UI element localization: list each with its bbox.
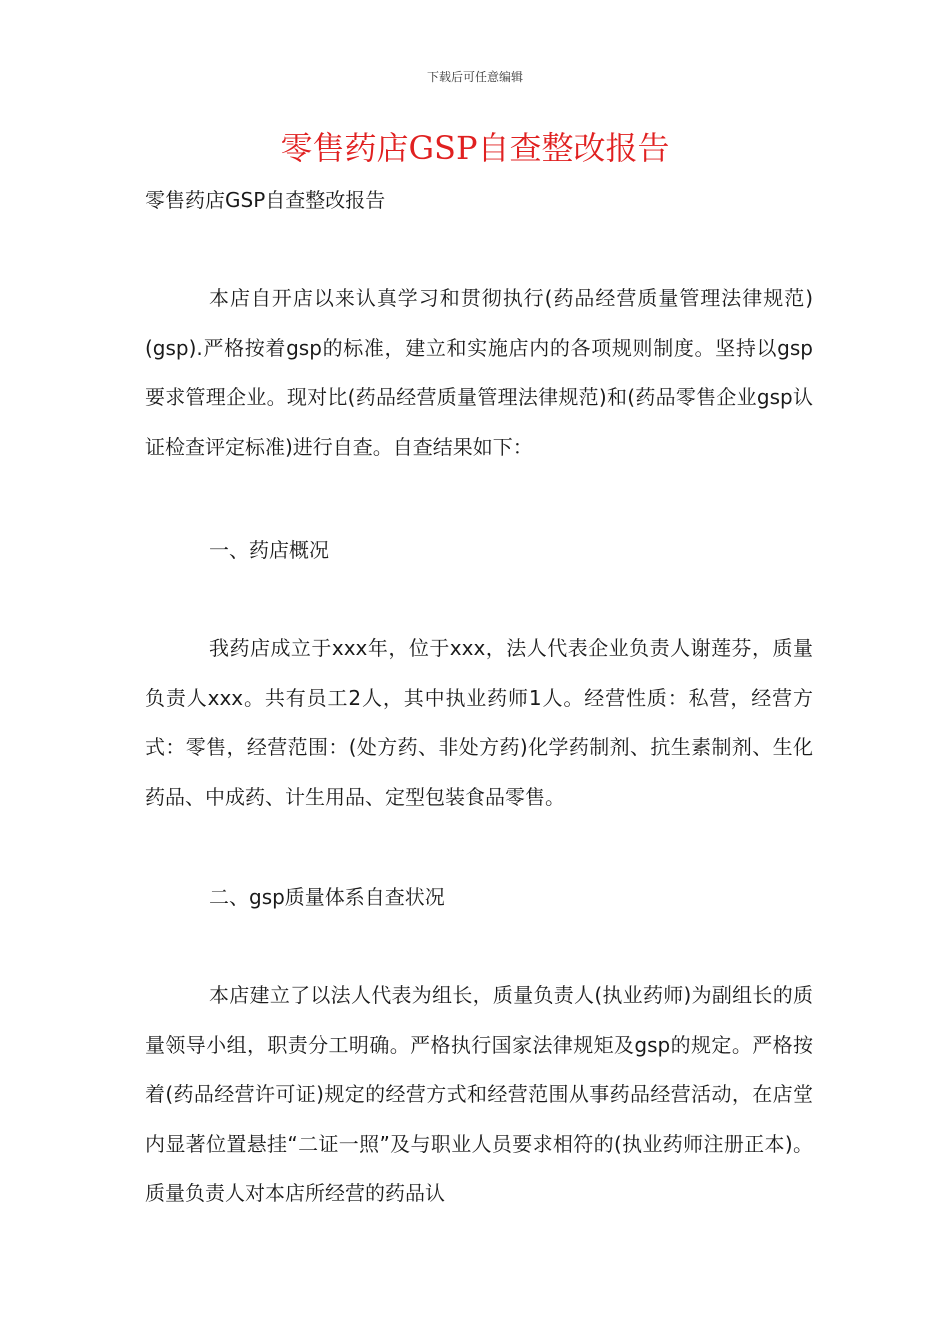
intro-paragraph: 本店自开店以来认真学习和贯彻执行(药品经营质量管理法律规范)(gsp).严格按着gsp的标准，建立和实施店内的各项规则制度。坚持以gsp要求管理企业。现对比(药品经营质量管理法律规范)和(药品零售企业gsp认证检查评定标准)进行自查。自查结果如下： — [145, 286, 813, 459]
header-note: 下载后可任意编辑 — [426, 70, 523, 84]
document-subtitle: 零售药店GSP自查整改报告 — [145, 188, 386, 212]
gsp-paragraph: 本店建立了以法人代表为组长，质量负责人(执业药师)为副组长的质量领导小组，职责分工明确。严格执行国家法律规矩及gsp的规定。严格按着(药品经营许可证)规定的经营方式和经营范围从事药品经营活动，在店堂内显著位置悬挂“二证一照”及与职业人员要求相符的(执业药师注册正本)。质量负责人对本店所经营的药品认 — [145, 983, 813, 1205]
overview-paragraph: 我药店成立于xxx年，位于xxx，法人代表企业负责人谢莲芬，质量负责人xxx。共有员工2人，其中执业药师1人。经营性质：私营，经营方式：零售，经营范围：(处方药、非处方药)化学药制剂、抗生素制剂、生化药品、中成药、计生用品、定型包装食品零售。 — [145, 636, 813, 809]
document-title: 零售药店GSP自查整改报告 — [280, 129, 670, 167]
section-heading-gsp: 二、gsp质量体系自查状况 — [209, 885, 445, 909]
section-heading-overview: 一、药店概况 — [209, 538, 329, 562]
